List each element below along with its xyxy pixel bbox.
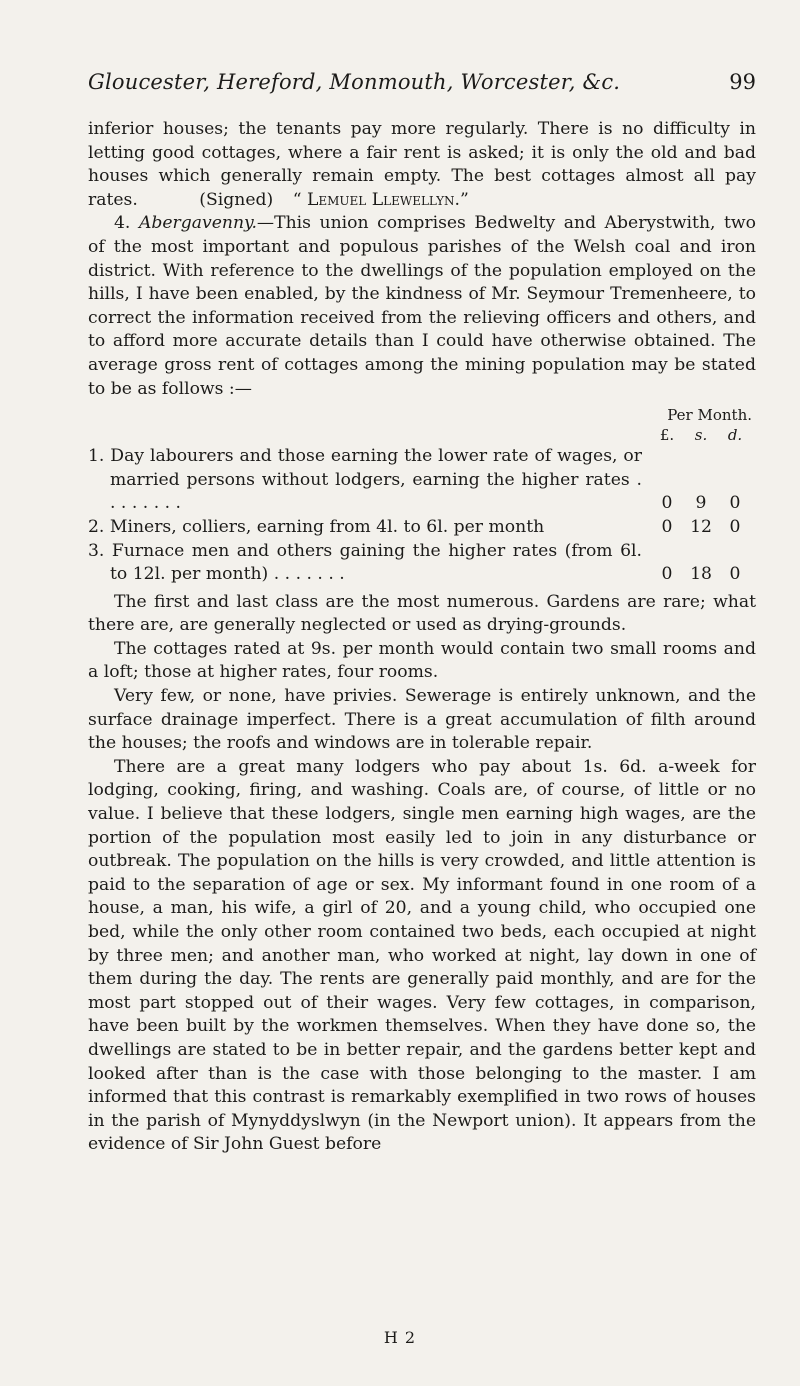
shillings-value: 9 xyxy=(695,493,707,514)
rent-row-amount xyxy=(642,516,756,540)
paragraph-continued xyxy=(88,118,756,212)
signatory-name: “ Lemuel Llewellyn.” xyxy=(292,189,469,210)
pounds-value: 0 xyxy=(661,564,673,585)
rent-row xyxy=(88,540,756,587)
shillings-value: 18 xyxy=(690,564,712,585)
section-place: Abergavenny. xyxy=(138,213,257,234)
rent-row-amount xyxy=(642,492,756,516)
paragraph-cottages: The cottages rated at 9s. per month would contain two small rooms and a loft; those at higher rates, four rooms. xyxy=(88,638,756,683)
rent-row-label: 2. Miners, colliers, earning from 4l. to 6l. per month xyxy=(88,516,545,537)
shillings-heading: s. xyxy=(694,426,708,445)
per-month-label: Per Month. xyxy=(667,406,752,425)
rent-row xyxy=(88,445,756,516)
pence-value: 0 xyxy=(729,493,741,514)
shillings-value: 12 xyxy=(690,516,712,537)
paragraph-text: —This union comprises Bedwelty and Aberystwith, two of the most important and populous parishes of the Welsh coal and iron district. With reference to the dwellings of the population employed on the hills, I have been enabled, by the kindness of Mr. Seymour Tremenheere, to correct the information received from the relieving officers and others, and to afford more accurate details than I could have otherwise obtained. The average gross rent of cottages among the mining population may be stated to be as follows :— xyxy=(88,213,756,399)
running-title: Gloucester, Hereford, Monmouth, Worcester, &c. xyxy=(88,70,621,94)
rent-row-label: 1. Day labourers and those earning the lower rate of wages, or married persons without lodgers, earning the higher rates . . . . . . . . xyxy=(88,446,642,514)
pounds-heading: £. xyxy=(659,426,675,445)
signed-label: (Signed) xyxy=(199,189,274,210)
paragraph-lodgers: There are a great many lodgers who pay about 1s. 6d. a-week for lodging, cooking, firing, and washing. Coals are, of course, of little or no value. I believe that these lodgers, single men earning high wages, are the portion of the population most easily led to join in any disturbance or outbreak. The population on the hills is very crowded, and little attention is paid to the separation of age or sex. My informant found in one room of a house, a man, his wife, a girl of 20, and a young child, who occupied one bed, while the only other room contained two beds, each occupied at night by three men; and another man, who worked at night, lay down in one of them during the day. The rents are generally paid monthly, and are for the most part stopped out of their wages. Very few cottages, in comparison, have been built by the workmen themselves. When they have done so, the dwellings are stated to be in better repair, and the gardens better kept and looked after than is the case with those belonging to the master. I am informed that this contrast is remarkably exemplified in two rows of houses in the parish of Mynyddyslwyn (in the Newport union). It appears from the evidence of Sir John Guest before xyxy=(88,756,756,1155)
signature-mark: H 2 xyxy=(383,1328,417,1347)
pounds-value: 0 xyxy=(661,516,673,537)
rent-row-amount xyxy=(642,563,756,587)
rent-row xyxy=(88,516,756,540)
currency-heading xyxy=(650,425,752,445)
pence-value: 0 xyxy=(729,516,741,537)
paragraph-abergavenny xyxy=(88,212,756,401)
rent-row-label: 3. Furnace men and others gaining the higher rates (from 6l. to 12l. per month) . . . . . . . xyxy=(88,540,642,585)
body-text xyxy=(88,118,756,1157)
pence-value: 0 xyxy=(729,564,741,585)
pounds-value: 0 xyxy=(661,493,673,514)
paragraph-sanitation: Very few, or none, have privies. Sewerage is entirely unknown, and the surface drainage imperfect. There is a great accumulation of filth around the houses; the roofs and windows are in tolerable repair. xyxy=(88,686,756,754)
running-header xyxy=(88,64,756,98)
section-number: 4. xyxy=(114,213,131,234)
rent-table xyxy=(88,405,756,587)
paragraph-text: inferior houses; the tenants pay more regularly. There is no difficulty in letting good cottages, where a fair rent is asked; it is only the old and bad houses which generally remain empty. The best cottages almost all pay rates. xyxy=(88,119,756,210)
page-number: 99 xyxy=(729,70,756,94)
rent-table-header xyxy=(88,405,756,445)
paragraph-gardens: The first and last class are the most numerous. Gardens are rare; what there are, are generally neglected or used as drying-grounds. xyxy=(88,591,756,636)
pence-heading: d. xyxy=(727,426,743,445)
